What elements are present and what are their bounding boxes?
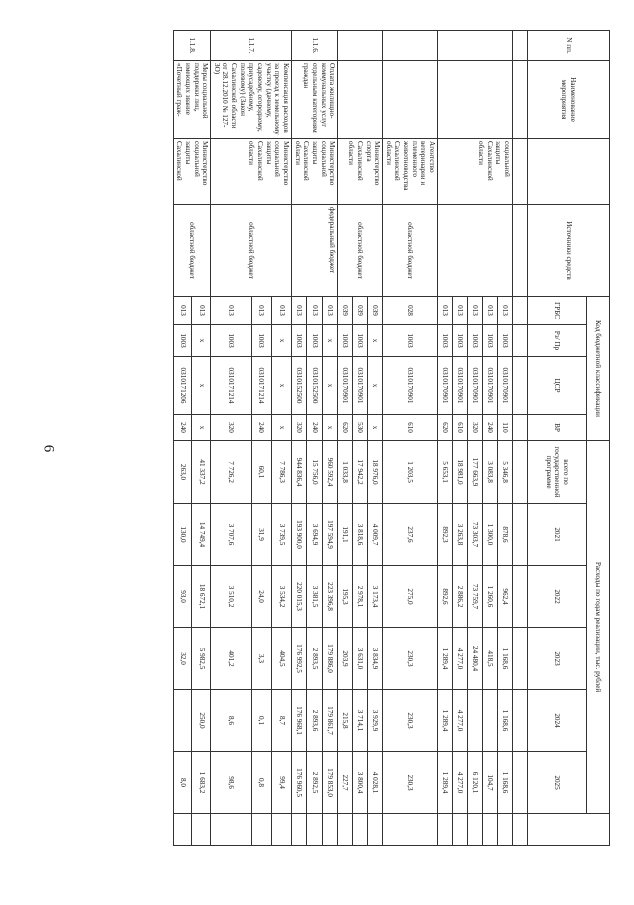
csr-cell: 0310152500 — [291, 357, 306, 415]
year-2021-cell: 3 739,5 — [271, 504, 291, 566]
name-cell: Меры социальной поддержки лиц, имеющих звание «Почетный граж- — [173, 61, 211, 139]
name-cell — [383, 61, 438, 139]
csr-cell: x — [271, 357, 291, 415]
executor-cell: Министерство социальной защиты Сахалинской области — [291, 139, 337, 205]
year-2022-cell: 93,0 — [173, 566, 192, 628]
blank-cell — [291, 814, 306, 846]
header-budget-code: Код бюджетной классификации — [587, 297, 610, 441]
year-2022-cell: 962,4 — [498, 566, 513, 628]
name-cell: Компенсация расходов за проезд к земельному участку (дачному, садовому, огородному, приусадебному, полевому) (Закон Сахалинской области от 28.12.2010 № 127-ЗО) — [211, 61, 292, 139]
year-2022-cell: 24,0 — [251, 566, 271, 628]
total-cell: 960 592,4 — [322, 441, 337, 504]
csr-cell: 0310170901 — [383, 357, 438, 415]
year-2022-cell: 3 534,2 — [271, 566, 291, 628]
header-total: всего по государственной программе — [528, 441, 587, 504]
year-2022-cell: 3 381,5 — [307, 566, 322, 628]
year-2022-cell: 2 978,1 — [353, 566, 368, 628]
year-2022-cell: 892,6 — [438, 566, 453, 628]
blank-cell — [383, 814, 438, 846]
source-cell: областной бюджет — [338, 205, 383, 297]
total-cell: 17 942,2 — [353, 441, 368, 504]
grbs-cell: 039 — [353, 297, 368, 325]
blank-cell — [368, 814, 383, 846]
vr-cell: 320 — [291, 415, 306, 441]
vr-cell: x — [322, 415, 337, 441]
vr-cell: 240 — [173, 415, 192, 441]
source-cell: областной бюджет — [173, 205, 211, 297]
year-2025-cell: 1 289,4 — [438, 752, 453, 814]
year-2025-cell: 99,4 — [271, 752, 291, 814]
source-cell: областной бюджет — [383, 205, 438, 297]
year-2023-cell: 3 834,9 — [368, 628, 383, 690]
year-2021-cell: 1 300,0 — [483, 504, 498, 566]
page-number: 6 — [40, 444, 57, 453]
year-2021-cell: 130,0 — [173, 504, 192, 566]
header-executor — [528, 139, 610, 205]
grbs-cell: 013 — [438, 297, 453, 325]
blank-cell — [271, 814, 291, 846]
csr-cell: x — [322, 357, 337, 415]
num-cell: 1.1.7. — [211, 31, 292, 61]
blank-cell — [353, 814, 368, 846]
vr-cell: 240 — [307, 415, 322, 441]
year-2025-cell: 179 853,0 — [322, 752, 337, 814]
blank-cell — [453, 814, 468, 846]
name-cell — [438, 61, 513, 139]
header-year: 2025 — [528, 752, 587, 814]
header-year: 2023 — [528, 628, 587, 690]
grbs-cell: 013 — [483, 297, 498, 325]
year-2024-cell: 1 289,4 — [438, 690, 453, 752]
col-index — [513, 31, 528, 61]
year-2023-cell: 3,3 — [251, 628, 271, 690]
total-cell: 7 726,2 — [211, 441, 251, 504]
num-cell — [338, 31, 383, 61]
header-blank — [528, 814, 610, 846]
blank-cell — [498, 814, 513, 846]
year-2024-cell — [468, 690, 483, 752]
executor-cell: Министерство социальной защиты Сахалинской области — [211, 139, 292, 205]
vr-cell: 610 — [383, 415, 438, 441]
year-2021-cell: 14 749,4 — [192, 504, 211, 566]
header-expenses: Расходы по годам реализации, тыс. рублей — [587, 441, 610, 814]
grbs-cell: 013 — [453, 297, 468, 325]
year-2022-cell: 3 173,4 — [368, 566, 383, 628]
rz-pr-cell: 1003 — [291, 325, 306, 357]
vr-cell: 240 — [483, 415, 498, 441]
rz-pr-cell: x — [192, 325, 211, 357]
year-2021-cell: 3 263,8 — [453, 504, 468, 566]
total-cell: 5 346,8 — [498, 441, 513, 504]
csr-cell: 0310170901 — [468, 357, 483, 415]
rz-pr-cell: 1003 — [498, 325, 513, 357]
year-2022-cell: 2 886,2 — [453, 566, 468, 628]
rz-pr-cell: 1003 — [338, 325, 353, 357]
blank-cell — [192, 814, 211, 846]
vr-cell: 320 — [211, 415, 251, 441]
year-2024-cell: 3 929,9 — [368, 690, 383, 752]
csr-cell: 0310170901 — [483, 357, 498, 415]
blank-cell — [438, 814, 453, 846]
source-cell — [438, 205, 513, 297]
year-2022-cell: 275,0 — [383, 566, 438, 628]
grbs-cell: 013 — [468, 297, 483, 325]
total-cell: 1 033,8 — [338, 441, 353, 504]
csr-cell: 0310171206 — [173, 357, 192, 415]
year-2023-cell: 2 893,5 — [307, 628, 322, 690]
csr-cell: 0310171214 — [251, 357, 271, 415]
col-index — [513, 139, 528, 205]
year-2021-cell: 31,9 — [251, 504, 271, 566]
grbs-cell: 028 — [383, 297, 438, 325]
total-cell: 41 337,2 — [192, 441, 211, 504]
rotated-table-wrapper — [98, 30, 610, 845]
header-rz-pr: Рз/ Пр — [528, 325, 587, 357]
col-index — [513, 566, 528, 628]
header-csr: ЦСР — [528, 357, 587, 415]
header-vr: ВР — [528, 415, 587, 441]
rz-pr-cell: 1003 — [307, 325, 322, 357]
year-2022-cell: 73 759,7 — [468, 566, 483, 628]
num-cell: 1.1.6. — [291, 31, 337, 61]
grbs-cell: 039 — [338, 297, 353, 325]
year-2025-cell: 176 960,5 — [291, 752, 306, 814]
year-2023-cell: 230,3 — [383, 628, 438, 690]
rz-pr-cell: x — [368, 325, 383, 357]
year-2024-cell — [483, 690, 498, 752]
year-2025-cell: 4 028,1 — [368, 752, 383, 814]
rz-pr-cell: 1003 — [173, 325, 192, 357]
year-2021-cell: 73 303,7 — [468, 504, 483, 566]
total-cell: 60,1 — [251, 441, 271, 504]
blank-cell — [322, 814, 337, 846]
total-cell: 18 976,0 — [368, 441, 383, 504]
grbs-cell: 013 — [192, 297, 211, 325]
year-2022-cell: 18 672,1 — [192, 566, 211, 628]
year-2021-cell: 3 818,6 — [353, 504, 368, 566]
total-cell: 5 653,1 — [438, 441, 453, 504]
col-index — [513, 61, 528, 139]
total-cell: 7 786,3 — [271, 441, 291, 504]
header-grbs: ГРБС — [528, 297, 587, 325]
total-cell: 1 203,5 — [383, 441, 438, 504]
col-index — [513, 357, 528, 415]
year-2023-cell: 5 982,5 — [192, 628, 211, 690]
col-index — [513, 814, 528, 846]
col-index — [513, 205, 528, 297]
year-2024-cell: 230,3 — [383, 690, 438, 752]
header-year: 2024 — [528, 690, 587, 752]
rz-pr-cell: 1003 — [211, 325, 251, 357]
blank-cell — [338, 814, 353, 846]
year-2024-cell: 179 861,7 — [322, 690, 337, 752]
year-2021-cell: 197 594,9 — [322, 504, 337, 566]
name-cell — [338, 61, 383, 139]
year-2024-cell: 2 893,6 — [307, 690, 322, 752]
vr-cell: 610 — [453, 415, 468, 441]
year-2021-cell: 3 707,6 — [211, 504, 251, 566]
total-cell: 3 083,8 — [483, 441, 498, 504]
grbs-cell: 013 — [307, 297, 322, 325]
col-index — [513, 415, 528, 441]
year-2021-cell: 878,6 — [498, 504, 513, 566]
year-2024-cell: 3 714,1 — [353, 690, 368, 752]
executor-cell: Министерство спорта Сахалинской области — [338, 139, 383, 205]
rz-pr-cell: 1003 — [468, 325, 483, 357]
blank-cell — [173, 814, 192, 846]
grbs-cell: 039 — [368, 297, 383, 325]
grbs-cell: 013 — [251, 297, 271, 325]
rz-pr-cell: 1003 — [438, 325, 453, 357]
total-cell: 263,0 — [173, 441, 192, 504]
source-cell: федеральный бюджет — [291, 205, 337, 297]
year-2021-cell: 193 900,0 — [291, 504, 306, 566]
rz-pr-cell: 1003 — [453, 325, 468, 357]
num-cell — [438, 31, 513, 61]
vr-cell: 620 — [438, 415, 453, 441]
year-2021-cell: 191,1 — [338, 504, 353, 566]
year-2022-cell: 3 510,2 — [211, 566, 251, 628]
year-2025-cell: 3 800,4 — [353, 752, 368, 814]
col-index — [513, 325, 528, 357]
source-cell: областной бюджет — [211, 205, 292, 297]
year-2023-cell: 203,9 — [338, 628, 353, 690]
col-index — [513, 628, 528, 690]
year-2025-cell: 98,6 — [211, 752, 251, 814]
year-2023-cell: 24 480,4 — [468, 628, 483, 690]
executor-cell: Агентство ветеринарии и племенного животноводства Сахалинской области — [383, 139, 438, 205]
grbs-cell: 013 — [211, 297, 251, 325]
year-2023-cell: 3 631,0 — [353, 628, 368, 690]
csr-cell: x — [192, 357, 211, 415]
col-index — [513, 297, 528, 325]
num-cell: 1.1.8. — [173, 31, 211, 61]
vr-cell: x — [192, 415, 211, 441]
vr-cell: x — [271, 415, 291, 441]
csr-cell: 0310171214 — [211, 357, 251, 415]
vr-cell: x — [368, 415, 383, 441]
blank-cell — [251, 814, 271, 846]
year-2023-cell: 32,0 — [173, 628, 192, 690]
year-2024-cell: 8,7 — [271, 690, 291, 752]
year-2021-cell: 892,3 — [438, 504, 453, 566]
csr-cell: 0310170901 — [338, 357, 353, 415]
rz-pr-cell: x — [271, 325, 291, 357]
year-2021-cell: 237,6 — [383, 504, 438, 566]
year-2021-cell: 3 694,9 — [307, 504, 322, 566]
grbs-cell: 013 — [322, 297, 337, 325]
vr-cell: 240 — [251, 415, 271, 441]
year-2023-cell: 404,5 — [271, 628, 291, 690]
year-2021-cell: 4 009,7 — [368, 504, 383, 566]
year-2022-cell: 195,3 — [338, 566, 353, 628]
year-2025-cell: 1 683,2 — [192, 752, 211, 814]
header-source: Источники средств — [528, 205, 610, 297]
rz-pr-cell: x — [322, 325, 337, 357]
vr-cell: 530 — [353, 415, 368, 441]
header-year: 2021 — [528, 504, 587, 566]
year-2023-cell: 176 992,5 — [291, 628, 306, 690]
name-cell: Оплата жилищно-коммунальных услуг отдельным категориям граждан — [291, 61, 337, 139]
rz-pr-cell: 1003 — [483, 325, 498, 357]
year-2022-cell: 220 015,3 — [291, 566, 306, 628]
total-cell: 15 756,0 — [307, 441, 322, 504]
year-2025-cell: 8,0 — [173, 752, 192, 814]
year-2025-cell: 6 120,1 — [468, 752, 483, 814]
grbs-cell: 013 — [271, 297, 291, 325]
year-2023-cell: 418,5 — [483, 628, 498, 690]
vr-cell: 320 — [468, 415, 483, 441]
blank-cell — [483, 814, 498, 846]
csr-cell: 0310170901 — [353, 357, 368, 415]
expenses-table — [173, 30, 610, 846]
blank-cell — [307, 814, 322, 846]
csr-cell: 0310152500 — [307, 357, 322, 415]
csr-cell: x — [368, 357, 383, 415]
year-2025-cell: 4 277,0 — [453, 752, 468, 814]
year-2025-cell: 0,8 — [251, 752, 271, 814]
year-2022-cell: 1 260,6 — [483, 566, 498, 628]
col-index — [513, 504, 528, 566]
vr-cell: 620 — [338, 415, 353, 441]
year-2025-cell: 1 168,6 — [498, 752, 513, 814]
total-cell: 177 663,9 — [468, 441, 483, 504]
csr-cell: 0310170901 — [453, 357, 468, 415]
blank-cell — [211, 814, 251, 846]
executor-cell: социальной защиты Сахалинской области — [438, 139, 513, 205]
year-2025-cell: 230,3 — [383, 752, 438, 814]
year-2024-cell: 0,1 — [251, 690, 271, 752]
blank-cell — [468, 814, 483, 846]
rz-pr-cell: 1003 — [383, 325, 438, 357]
year-2024-cell: 1 168,6 — [498, 690, 513, 752]
total-cell: 944 836,4 — [291, 441, 306, 504]
grbs-cell: 013 — [173, 297, 192, 325]
executor-cell: Министерство социальной защиты Сахалинской — [173, 139, 211, 205]
col-index — [513, 690, 528, 752]
year-2025-cell: 2 892,5 — [307, 752, 322, 814]
year-2024-cell: 215,8 — [338, 690, 353, 752]
year-2022-cell: 223 396,8 — [322, 566, 337, 628]
year-2023-cell: 4 277,0 — [453, 628, 468, 690]
header-num: N пп. — [528, 31, 610, 61]
rz-pr-cell: 1003 — [251, 325, 271, 357]
year-2024-cell: 4 277,0 — [453, 690, 468, 752]
grbs-cell: 013 — [498, 297, 513, 325]
header-name: Наименование мероприятия — [528, 61, 610, 139]
csr-cell: 0310170901 — [498, 357, 513, 415]
vr-cell: 110 — [498, 415, 513, 441]
year-2024-cell: 176 968,1 — [291, 690, 306, 752]
rz-pr-cell: 1003 — [353, 325, 368, 357]
year-2025-cell: 227,7 — [338, 752, 353, 814]
col-index — [513, 441, 528, 504]
year-2023-cell: 179 886,0 — [322, 628, 337, 690]
num-cell — [383, 31, 438, 61]
year-2024-cell: 8,6 — [211, 690, 251, 752]
grbs-cell: 013 — [291, 297, 306, 325]
header-year: 2022 — [528, 566, 587, 628]
year-2024-cell — [173, 690, 192, 752]
year-2023-cell: 1 168,6 — [498, 628, 513, 690]
year-2024-cell: 250,0 — [192, 690, 211, 752]
year-2023-cell: 401,2 — [211, 628, 251, 690]
year-2025-cell: 104,7 — [483, 752, 498, 814]
total-cell: 18 981,0 — [453, 441, 468, 504]
col-index — [513, 752, 528, 814]
csr-cell: 0310170901 — [438, 357, 453, 415]
year-2023-cell: 1 289,4 — [438, 628, 453, 690]
